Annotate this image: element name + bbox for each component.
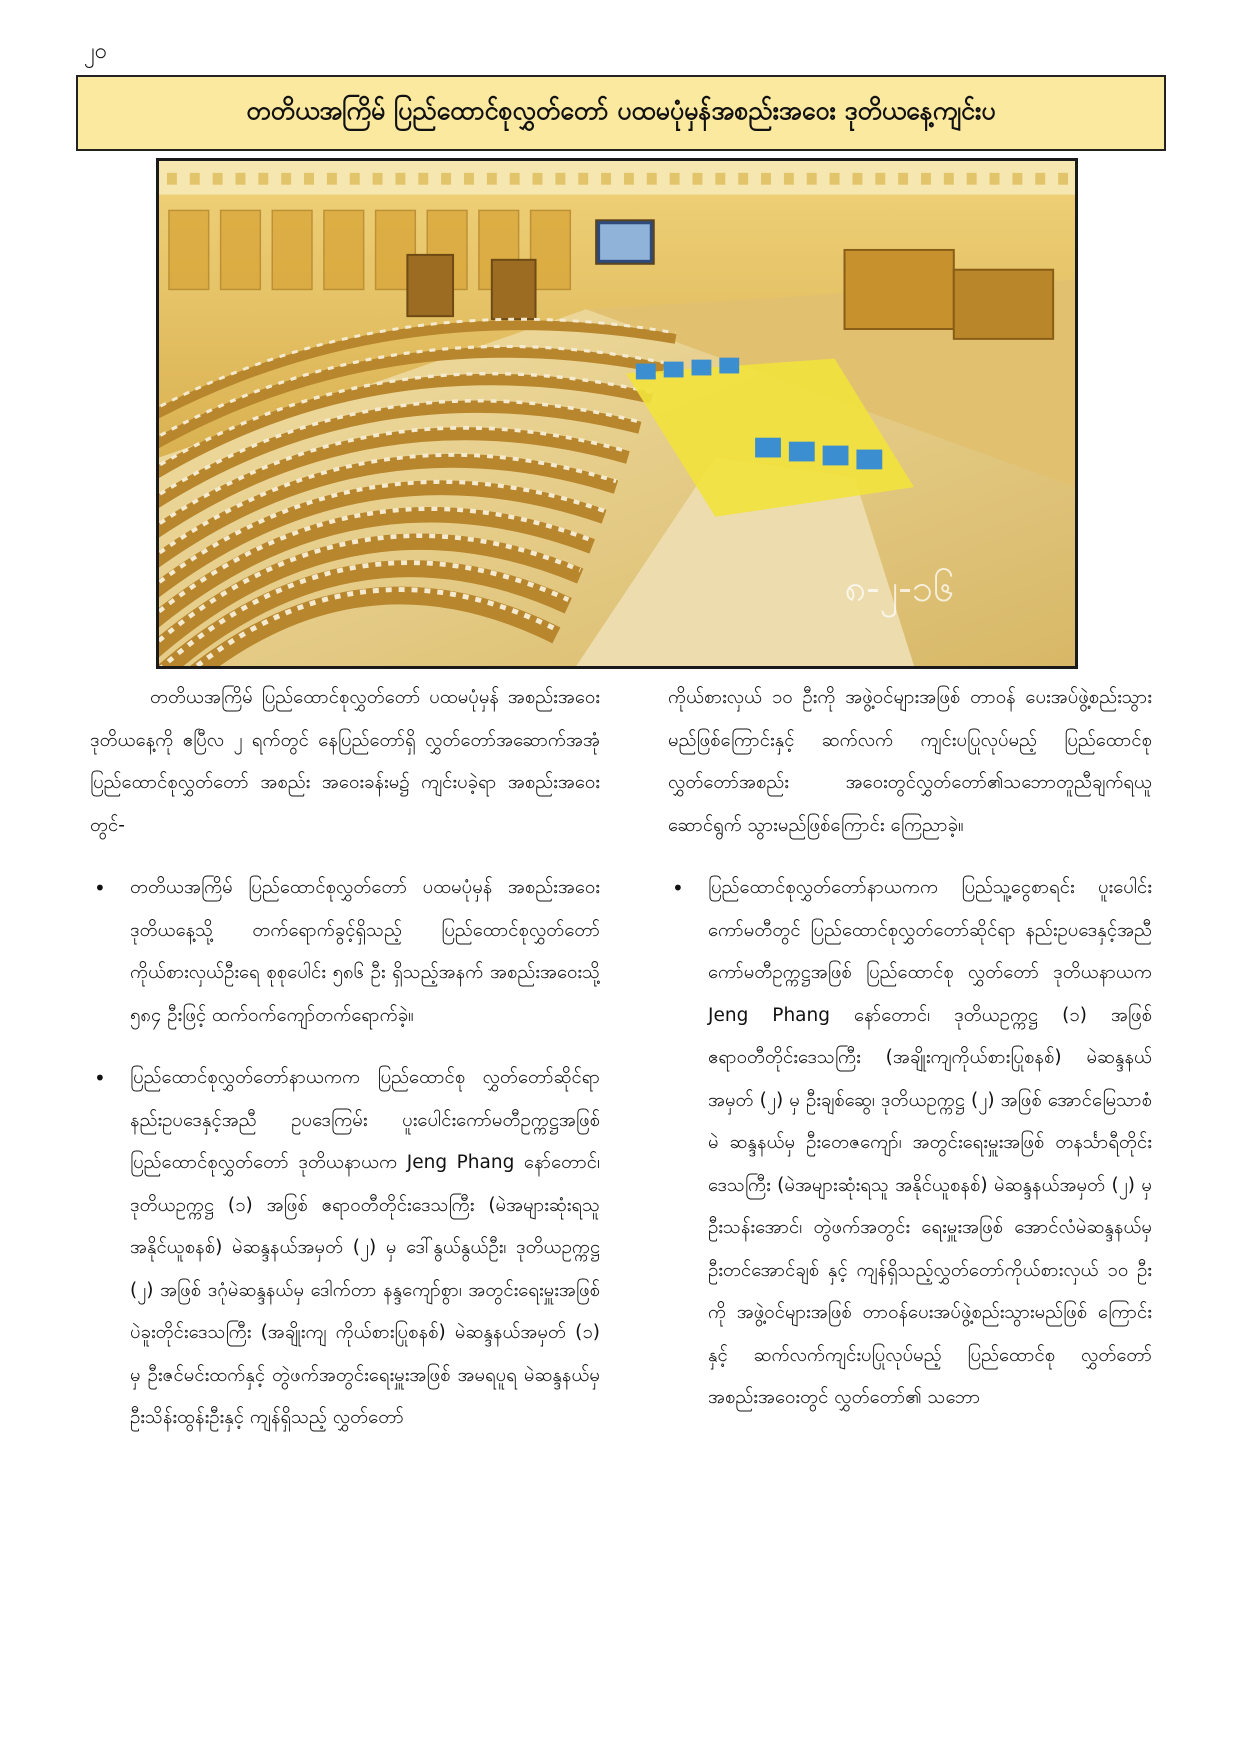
page-number: ၂၀ [84, 39, 108, 64]
parliament-photo [156, 158, 1078, 669]
page-title: တတိယအကြိမ် ပြည်ထောင်စုလွှတ်တော် ပထမပုံမှန်အစည်းအဝေး ဒုတိယနေ့ကျင်းပ [246, 95, 996, 125]
ceiling-ornament [350, 173, 360, 185]
bullet-icon: • [94, 876, 106, 900]
photo-date-stamp: ၈-၂-၁၆ [844, 565, 955, 610]
ceiling-ornament [761, 173, 771, 185]
wall-panel [221, 210, 261, 289]
bullet-icon: • [94, 1066, 106, 1090]
ceiling-ornament [738, 173, 748, 185]
bullet-icon: • [672, 876, 684, 900]
ceiling-ornament [990, 173, 1000, 185]
list-item [90, 1057, 600, 1440]
ballot-box [719, 358, 739, 374]
left-column [90, 677, 600, 1440]
ceiling-ornament [395, 173, 405, 185]
ceiling-ornament [1058, 173, 1068, 185]
ballot-box [856, 450, 882, 470]
ceiling-ornament [898, 173, 908, 185]
ceiling-ornament [852, 173, 862, 185]
ceiling-ornament [327, 173, 337, 185]
bullet-text: ပြည်ထောင်စုလွှတ်တော်နာယကက ပြည်ထောင်စု လွှတ်တော်ဆိုင်ရာ နည်းဥပဒေနှင့်အညီ ဥပဒေကြမ်း ပူးပေါင်းကော်မတီဥက္ကဋ္ဌအဖြစ် ပြည်ထောင်စုလွှတ်တော် ဒုတိယနာယက Jeng Phang နော်တောင်၊ ဒုတိယဥက္ကဋ္ဌ (၁) အဖြစ် ဧရာဝတီတိုင်းဒေသကြီး (မဲအများဆုံးရသူ အနိုင်ယူစနစ်) မဲဆန္ဒနယ်အမှတ် (၂) မှ ဒေါ်နွယ်နွယ်ဦး၊ ဒုတိယဥက္ကဋ္ဌ (၂) အဖြစ် ဒဂုံမဲဆန္ဒနယ်မှ ဒေါက်တာ နန္ဒကျော်စွာ၊ အတွင်းရေးမှူးအဖြစ် ပဲခူးတိုင်းဒေသကြီး (အချိုးကျ ကိုယ်စားပြုစနစ်) မဲဆန္ဒနယ်အမှတ် (၁) မှ ဦးဇင်မင်းထက်နှင့် တွဲဖက်အတွင်းရေးမှူးအဖြစ် အမရပူရ မဲဆန္ဒနယ်မှ ဦးသိန်းထွန်းဦးနှင့် ကျန်ရှိသည့် လွှတ်တော် [130, 1067, 600, 1428]
speaker-podium [845, 250, 954, 329]
ceiling-ornament [281, 173, 291, 185]
ceiling-ornament [807, 173, 817, 185]
parliament-hall-illustration [159, 161, 1075, 666]
ceiling-ornament [555, 173, 565, 185]
ceiling-ornament [624, 173, 634, 185]
list-item [668, 867, 1152, 1420]
bullet-text: တတိယအကြိမ် ပြည်ထောင်စုလွှတ်တော် ပထမပုံမှန် အစည်းအဝေး ဒုတိယနေ့သို့ တက်ရောက်ခွင့်ရှိသည့် ပြည်ထောင်စုလွှတ်တော် ကိုယ်စားလှယ်ဦးရေ စုစုပေါင်း ၅၈၆ ဦး ရှိသည့်အနက် အစည်းအဝေးသို့ ၅၈၄ ဦးဖြင့် ထက်ဝက်ကျော်တက်ရောက်ခဲ့။ [130, 877, 600, 1026]
ceiling-ornament [647, 173, 657, 185]
ceiling-ornament [1035, 173, 1045, 185]
ceiling-ornament [784, 173, 794, 185]
wall-panel [324, 210, 364, 289]
ceiling-ornament [304, 173, 314, 185]
ballot-box [823, 446, 849, 466]
ceiling-ornament [235, 173, 245, 185]
intro-paragraph: တတိယအကြိမ် ပြည်ထောင်စုလွှတ်တော် ပထမပုံမှန် အစည်းအဝေး ဒုတိယနေ့ကို ဧပြီလ ၂ ရက်တွင် နေပြည်တော်ရှိ လွှတ်တော်အဆောက်အအုံ ပြည်ထောင်စုလွှတ်တော် အစည်း အဝေးခန်းမ၌ ကျင်းပခဲ့ရာ အစည်းအဝေးတွင်- [90, 687, 600, 836]
bullet-text: ပြည်ထောင်စုလွှတ်တော်နာယကက ပြည်သူ့ငွေစာရင်း ပူးပေါင်းကော်မတီတွင် ပြည်ထောင်စုလွှတ်တော်ဆိုင်ရာ နည်းဥပဒေနှင့်အညီ ကော်မတီဥက္ကဋ္ဌအဖြစ် ပြည်ထောင်စု လွှတ်တော် ဒုတိယနာယက Jeng Phang နော်တောင်၊ ဒုတိယဥက္ကဋ္ဌ (၁) အဖြစ် ဧရာဝတီတိုင်းဒေသကြီး (အချိုးကျကိုယ်စားပြုစနစ်) မဲဆန္ဒနယ်အမှတ် (၂) မှ ဦးချစ်ဆွေ၊ ဒုတိယဥက္ကဋ္ဌ (၂) အဖြစ် အောင်မြေသာစံမဲ ဆန္ဒနယ်မှ ဦးတေဇကျော်၊ အတွင်းရေးမှူးအဖြစ် တနင်္သာရီတိုင်းဒေသကြီး (မဲအများဆုံးရသူ အနိုင်ယူစနစ်) မဲဆန္ဒနယ်အမှတ် (၂) မှ ဦးသန်းအောင်၊ တွဲဖက်အတွင်း ရေးမှူးအဖြစ် အောင်လံမဲဆန္ဒနယ်မှ ဦးတင်အောင်ချစ် နှင့် ကျန်ရှိသည့်လွှတ်တော်ကိုယ်စားလှယ် ၁၀ ဦးကို အဖွဲ့ဝင်များအဖြစ် တာဝန်ပေးအပ်ဖွဲ့စည်းသွားမည်ဖြစ် ကြောင်းနှင့် ဆက်လက်ကျင်းပပြုလုပ်မည့် ပြည်ထောင်စု လွှတ်တော်အစည်းအဝေးတွင် လွှတ်တော်၏ သဘော [708, 877, 1152, 1408]
ceiling-ornament [373, 173, 383, 185]
ceiling-trim [159, 161, 1075, 195]
ceiling-ornament [715, 173, 725, 185]
ballot-box [755, 438, 781, 458]
display-screen-content [600, 224, 650, 260]
ceiling-ornament [441, 173, 451, 185]
wall-panel [169, 210, 209, 289]
title-banner [76, 75, 1166, 151]
ballot-box [664, 362, 684, 378]
ceiling-ornament [944, 173, 954, 185]
list-item [90, 867, 600, 1037]
ceiling-ornament [875, 173, 885, 185]
hall-door-right [492, 260, 536, 319]
ceiling-ornament [578, 173, 588, 185]
ceiling-ornament [601, 173, 611, 185]
ceiling-ornament [190, 173, 200, 185]
ceiling-ornament [921, 173, 931, 185]
ceiling-ornament [510, 173, 520, 185]
ceiling-ornament [533, 173, 543, 185]
ceiling-ornament [967, 173, 977, 185]
ceiling-ornament [418, 173, 428, 185]
ceiling-ornament [464, 173, 474, 185]
continuation-paragraph: ကိုယ်စားလှယ် ၁၀ ဦးကို အဖွဲ့ဝင်များအဖြစ် တာဝန် ပေးအပ်ဖွဲ့စည်းသွားမည်ဖြစ်ကြောင်းနှင့် ဆက်လက် ကျင်းပပြုလုပ်မည့် ပြည်ထောင်စုလွှတ်တော်အစည်း အဝေးတွင်လွှတ်တော်၏သဘောတူညီချက်ရယူဆောင်ရွက် သွားမည်ဖြစ်ကြောင်း ကြေညာခဲ့။ [668, 687, 1152, 836]
ceiling-ornament [693, 173, 703, 185]
speaker-desk [954, 270, 1053, 339]
right-column [668, 677, 1152, 1420]
ceiling-ornament [213, 173, 223, 185]
ceiling-ornament [830, 173, 840, 185]
ceiling-ornament [670, 173, 680, 185]
ballot-box [636, 364, 656, 380]
ballot-box [789, 442, 815, 462]
ceiling-ornament [258, 173, 268, 185]
ceiling-ornament [1012, 173, 1022, 185]
ceiling-ornament [487, 173, 497, 185]
hall-door-left [407, 255, 453, 316]
ballot-box [692, 360, 712, 376]
ceiling-ornament [167, 173, 177, 185]
wall-panel [272, 210, 312, 289]
